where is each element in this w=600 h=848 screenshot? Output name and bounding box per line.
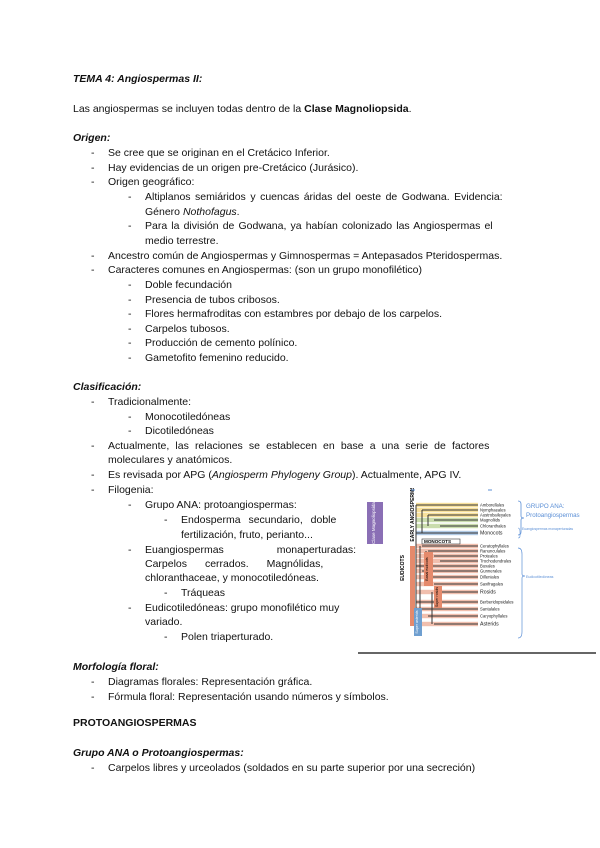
apg-italic: Angiosperm Phylogeny Group [211,469,352,481]
trad-sub-item: Monocotiledóneas [145,411,231,423]
eudi-bracket [518,548,525,638]
eua-item: Euangiospermas monaperturadas: [145,544,357,556]
apg-text: Es revisada por APG ( [108,469,212,481]
bullet-dash: - [128,544,132,556]
bullet-dash: - [128,191,132,203]
eudi-item: Eudicotiledóneas: grupo monofilético muy [145,602,340,614]
caracter-item: Producción de cemento polínico. [145,337,298,349]
caracter-item: Presencia de tubos cribosos. [145,294,280,306]
taxon-label: Dilleniales [480,574,500,580]
origen-heading: Origen: [73,132,111,144]
ana-item: Grupo ANA: protoangiospermas: [145,499,297,511]
phylogeny-figure [358,488,596,658]
intro-text: Las angiospermas se incluyen todas dentro de la [73,103,305,115]
rosid-label: Super rosids [435,586,439,608]
bullet-dash: - [164,514,168,526]
list-item: Hay evidencias de un origen pre-Cretácico (Jurásico). [108,162,359,174]
bullet-dash: - [91,176,95,188]
caracter-item: Doble fecundación [145,279,232,291]
taxon-label: Caryophyllales [480,613,508,619]
section-heading: PROTOANGIOSPERMAS [73,717,197,729]
bullet-dash: - [164,631,168,643]
geo-sub-item-2: Para la división de Godwana, ya habían colonizado las Angiospermas el [145,220,493,232]
list-item: Diagramas florales: Representación gráfica. [108,676,313,688]
taxa-labels [480,503,514,628]
bullet-dash: - [91,676,95,688]
bullet-dash: - [128,411,132,423]
geo-sub-item-1: Altiplanos semiáridos y cuencas áridas del oeste de Godwana. Evidencia: [145,191,503,203]
geo-sub-item-1-cont [145,205,240,220]
ana-note-2: Protoangiospermas [526,512,580,519]
eumon-bracket [518,528,520,538]
eua-sub-item: Tráqueas [181,587,225,599]
list-item: Filogenia: [108,484,154,496]
intro-end: . [408,103,412,115]
eua-item-cont: Carpelos cerrados. Magnólidas, [145,558,324,570]
asterid-label: Super asterids [415,610,419,634]
list-item: Carpelos libres y urceolados (soldados en su parte superior por una secreción) [108,762,476,774]
geo-sub-item-2-cont: medio terrestre. [145,235,219,247]
ana-sub-item: Endosperma secundario, doble [181,514,337,526]
bullet-dash: - [91,250,95,262]
taxon-label: Chloranthales [480,523,506,529]
list-item: Origen geográfico: [108,176,195,188]
bullet-dash: - [91,440,95,452]
bullet-dash: - [91,484,95,496]
apg-end: ). Actualmente, APG IV. [351,469,462,481]
bullet-dash: - [128,308,132,320]
caracter-item: Carpelos tubosos. [145,323,230,335]
bullet-dash: - [128,294,132,306]
bullet-dash: - [128,220,132,232]
nothofagus-text: Nothofagus [182,206,237,218]
ana-note-1: GRUPO ANA: [526,503,565,510]
basal-label: Basal eudicots [425,557,429,581]
taxon-label: Saxifragales [480,581,504,587]
eudi-item-cont: variado. [145,616,183,628]
list-item: Ancestro común de Angiospermas y Gimnospermas = Antepasados Pteridospermas. [108,250,503,262]
clasificacion-heading: Clasificación: [73,381,142,393]
list-item: Caracteres comunes en Angiospermas: (son un grupo monofilético) [108,264,422,276]
bullet-dash: - [91,396,95,408]
taxon-label: Asterids [480,621,499,628]
taxon-label: Magnoliids [480,517,501,523]
clase-label: Clase Magnoliopsida [371,502,376,544]
list-item-cont: moleculares y anatómicos. [108,454,233,466]
caracter-item: Flores hermafroditas con estambres por debajo de los carpelos. [145,308,443,320]
bullet-dash: - [91,264,95,276]
bullet-dash: - [91,469,95,481]
intro-paragraph [73,102,412,117]
eudi-sub-item: Polen triaperturado. [181,631,274,643]
taxon-label: Monocots [480,530,503,537]
bullet-dash: - [128,602,132,614]
taxon-label: Santalales [480,606,500,612]
bullet-dash: - [128,337,132,349]
bullet-dash: - [128,323,132,335]
taxon-label: Berberidopsidales [480,599,514,605]
page-title: TEMA 4: Angiospermas II: [73,73,203,85]
eudi-note: Eudicotiledóneas [526,575,554,579]
ana-sub-item-cont: fertilización, fruto, perianto... [181,529,313,541]
taxon-label: Proteales [480,553,498,559]
genero-end: . [236,206,240,218]
eua-item-cont: chloranthaceae, y monocotiledóneas. [145,572,319,584]
list-item: Actualmente, las relaciones se establecen en base a una serie de factores [108,440,490,452]
taxon-label: Ceratophyllales [480,543,509,549]
early-label: EARLY ANGIOSPERMS [410,488,416,542]
taxon-label: Rosids [480,589,496,596]
taxon-label: Buxales [480,563,495,569]
morfologia-heading: Morfología floral: [73,661,159,673]
bullet-dash: - [128,352,132,364]
grupo-ana-heading: Grupo ANA o Protoangiospermas: [73,747,244,759]
bullet-dash: - [91,691,95,703]
bullet-dash: - [128,499,132,511]
list-item: Tradicionalmente: [108,396,192,408]
apg-item [108,468,461,483]
genero-text: Género [145,206,183,218]
bullet-dash: - [164,587,168,599]
bullet-dash: - [91,762,95,774]
bullet-dash: - [91,147,95,159]
monocots-label: MONOCOTS [424,539,452,544]
eumon-note: Euangiospermas monaperturadas [522,527,574,531]
taxon-label: Ranunculales [480,548,506,554]
taxon-label: Gunnerales [480,568,502,574]
taxon-label: Austrobaileyales [480,512,511,518]
bullet-dash: - [91,162,95,174]
taxon-label: Nymphaeales [480,507,506,513]
list-item: Fórmula floral: Representación usando números y símbolos. [108,691,389,703]
bullet-dash: - [128,425,132,437]
bullet-dash: - [128,279,132,291]
eudicots-label: EUDICOTS [400,555,406,581]
list-item: Se cree que se originan en el Cretácico Inferior. [108,147,330,159]
caracter-item: Gametofito femenino reducido. [145,352,289,364]
trad-sub-item: Dicotiledóneas [145,425,214,437]
taxon-label: Amborellales [480,502,505,508]
taxon-label: Trochodendrales [480,558,512,564]
intro-bold: Clase Magnoliopsida [304,103,409,115]
